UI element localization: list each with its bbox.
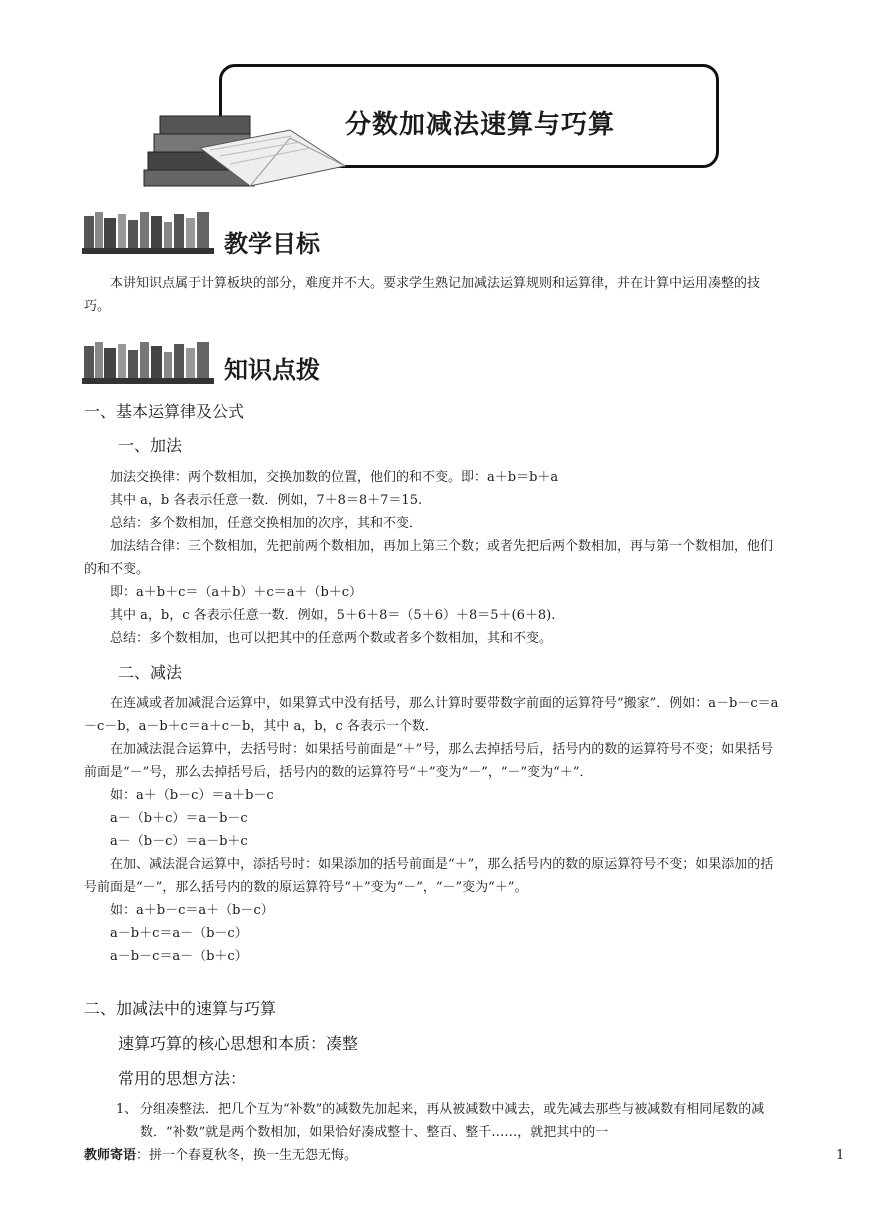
footer-note — [84, 1144, 357, 1167]
subtraction-line: a－（b－c）＝a－b＋c — [110, 834, 248, 849]
subtraction-line: 在加减法混合运算中，去括号时：如果括号前面是“＋”号，那么去掉括号后，括号内的数的运算符号不变；如果括号前面是“－”号，那么去掉括号后，括号内的数的运算符号“＋”变为“－”，“－”变为“＋”． — [84, 742, 774, 780]
core-idea: 速算巧算的核心思想和本质：凑整 — [118, 1034, 359, 1053]
teaching-goal-paragraph: 本讲知识点属于计算板块的部分，难度并不大。要求学生熟记加减法运算规则和运算律，并在计算中运用凑整的技巧。 — [84, 276, 761, 314]
addition-line: 加法交换律：两个数相加，交换加数的位置，他们的和不变。即：a＋b＝b＋a — [110, 470, 559, 485]
addition-line: 总结：多个数相加，也可以把其中的任意两个数或者多个数相加，其和不变。 — [110, 631, 553, 646]
subtraction-block — [84, 692, 784, 968]
bookshelf-icon — [82, 340, 214, 384]
addition-line: 其中 a，b 各表示任意一数．例如，7＋8＝8＋7＝15. — [110, 493, 423, 508]
subtraction-line: a－b－c＝a－（b＋c） — [110, 949, 248, 964]
page-number: 1 — [836, 1148, 845, 1163]
addition-block — [84, 466, 784, 650]
footer-label: 教师寄语 — [84, 1148, 137, 1163]
subtraction-line: 在连减或者加减混合运算中，如果算式中没有括号，那么计算时要带数字前面的运算符号“搬家”．例如：a－b－c＝a－c－b，a－b＋c＝a＋c－b，其中 a，b，c 各表示一个数． — [84, 696, 779, 734]
section-heading-teaching-goal: 教学目标 — [224, 230, 320, 258]
addition-line: 即：a＋b＋c＝（a＋b）＋c＝a＋（b＋c） — [110, 585, 363, 600]
subtraction-line: a－b＋c＝a－（b－c） — [110, 926, 248, 941]
addition-line: 其中 a，b，c 各表示任意一数．例如，5＋6＋8＝（5＋6）＋8＝5＋(6＋8). — [110, 608, 556, 623]
page-title: 分数加减法速算与巧算 — [345, 110, 616, 140]
footer-text: ：拼一个春夏秋冬，换一生无怨无悔。 — [136, 1148, 358, 1163]
books-illustration — [140, 108, 355, 190]
bookshelf-icon — [82, 210, 214, 254]
method-number: 1、 — [116, 1102, 138, 1117]
method-text: 分组凑整法．把几个互为“补数”的减数先加起来，再从被减数中减去，或先减去那些与被减数有相同尾数的减数．“补数”就是两个数相加，如果恰好凑成整十、整百、整千……，就把其中的一 — [140, 1102, 765, 1140]
subtraction-line: 如：a＋b－c＝a＋（b－c） — [110, 903, 274, 918]
subtraction-heading: 二、减法 — [118, 663, 183, 682]
methods-heading: 常用的思想方法： — [118, 1069, 247, 1088]
addition-line: 加法结合律：三个数相加，先把前两个数相加，再加上第三个数；或者先把后两个数相加，再与第一个数相加，他们的和不变。 — [84, 539, 774, 577]
subtraction-line: a－（b＋c）＝a－b－c — [110, 811, 248, 826]
section-heading-knowledge: 知识点拨 — [224, 356, 320, 384]
addition-heading: 一、加法 — [118, 436, 183, 455]
subtraction-line: 如：a＋（b－c）＝a＋b－c — [110, 788, 274, 803]
part2-heading: 二、加减法中的速算与巧算 — [84, 999, 277, 1018]
part1-heading: 一、基本运算律及公式 — [84, 402, 245, 421]
subtraction-line: 在加、减法混合运算中，添括号时：如果添加的括号前面是“＋”，那么括号内的数的原运算符号不变；如果添加的括号前面是“－”，那么括号内的数的原运算符号“＋”变为“－”，“－”变为“＋”。 — [84, 857, 774, 895]
addition-line: 总结：多个数相加，任意交换相加的次序，其和不变． — [110, 516, 423, 531]
